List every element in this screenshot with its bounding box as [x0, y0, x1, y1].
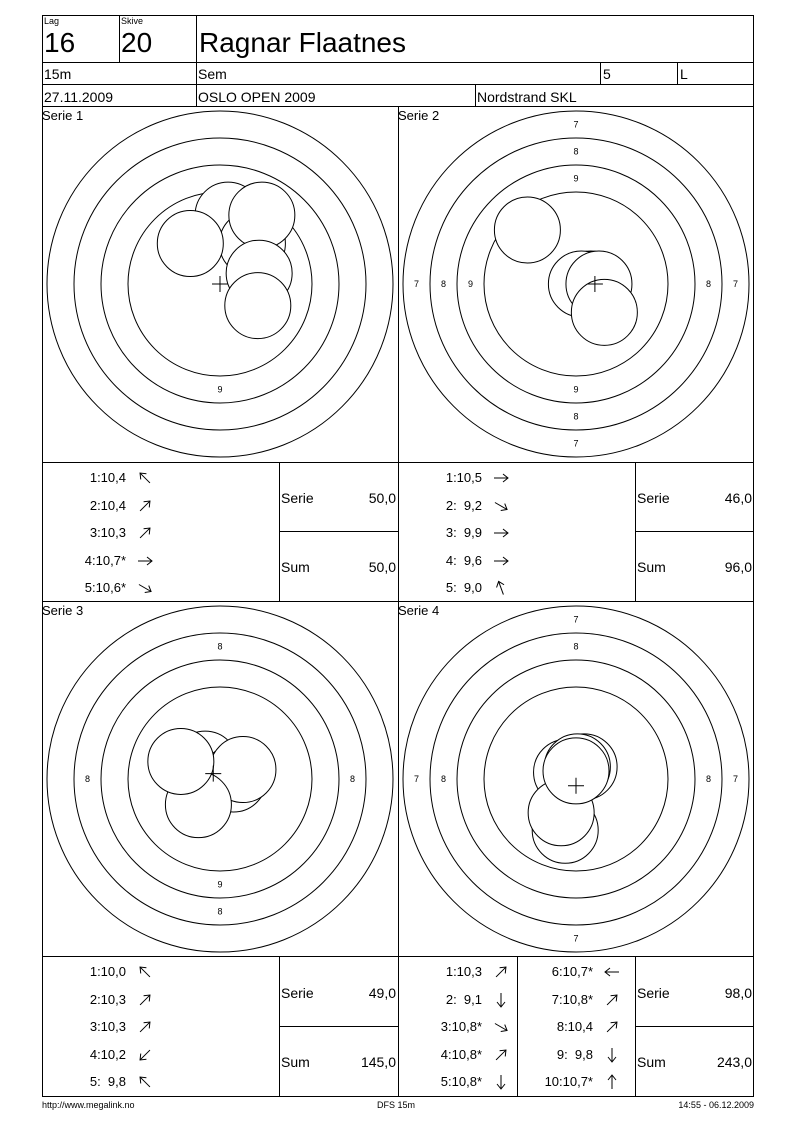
shot-score-row — [424, 552, 516, 570]
direction-arrow-icon — [136, 497, 154, 515]
shot-hole-1 — [494, 197, 560, 263]
ring-label: 8 — [573, 146, 579, 157]
side-value: L — [680, 66, 688, 82]
target-4-svg — [398, 601, 754, 956]
shot-score-row — [68, 552, 160, 570]
event-name: OSLO OPEN 2009 — [198, 89, 316, 105]
shot-score: 10:10,7* — [544, 1074, 593, 1089]
shot-hole-6 — [543, 738, 609, 804]
program-name: DFS 15m — [377, 1100, 416, 1110]
ring-label: 7 — [573, 614, 579, 625]
sum-label: Sum — [637, 1054, 666, 1070]
shot-score: 2:10,3 — [89, 991, 126, 1007]
target-title: Serie 2 — [398, 108, 440, 123]
shot-score: 5:10,6* — [84, 580, 126, 595]
shot-score-row — [535, 963, 627, 981]
shot-score-row — [68, 1073, 160, 1091]
print-timestamp: 14:55 - 06.12.2009 — [678, 1100, 754, 1110]
shot-score-row — [424, 1073, 516, 1091]
host-club: Nordstrand SKL — [477, 89, 577, 105]
serie-label: Serie — [281, 490, 314, 506]
shot-score-row — [424, 579, 516, 597]
ring-label: 7 — [573, 438, 579, 449]
shot-score-row — [535, 1046, 627, 1064]
target-1-svg — [42, 106, 398, 462]
shot-score-row — [68, 524, 160, 542]
shot-hole-5 — [571, 279, 637, 345]
shot-score: 3:10,3 — [89, 525, 126, 540]
shot-score: 6:10,7* — [551, 964, 593, 979]
ring-label: 7 — [573, 933, 579, 944]
shot-score: 5:10,8* — [440, 1074, 482, 1089]
club-short: Sem — [198, 66, 227, 82]
direction-arrow-icon — [603, 1046, 621, 1064]
shot-score-row — [424, 991, 516, 1009]
sum-label: Sum — [637, 559, 666, 575]
shot-hole-5 — [225, 273, 291, 339]
ring-label: 8 — [217, 906, 223, 917]
shot-score: 1:10,0 — [89, 964, 126, 979]
direction-arrow-icon — [492, 524, 510, 542]
serie-value: 98,0 — [724, 985, 752, 1001]
serie-label: Serie — [637, 985, 670, 1001]
sum-value: 243,0 — [716, 1054, 752, 1070]
ring-label: 9 — [217, 879, 223, 890]
direction-arrow-icon — [136, 469, 154, 487]
results-2 — [398, 462, 754, 601]
results-4 — [398, 956, 754, 1096]
ring-label: 9 — [467, 279, 474, 289]
shot-score-row — [424, 469, 516, 487]
shooter-name: Ragnar Flaatnes — [199, 27, 407, 58]
shot-score-row — [68, 579, 160, 597]
direction-arrow-icon — [492, 1046, 510, 1064]
ring-label: 9 — [573, 384, 579, 395]
direction-arrow-icon — [492, 1018, 510, 1036]
shot-score: 4:10,2 — [89, 1046, 126, 1062]
sum-label: Sum — [281, 1054, 310, 1070]
direction-arrow-icon — [136, 1046, 154, 1064]
shot-hole-3 — [229, 182, 295, 248]
shot-score-row — [535, 991, 627, 1009]
shot-score: 3:10,3 — [89, 1019, 126, 1034]
skive-value: 20 — [121, 27, 153, 58]
date: 27.11.2009 — [44, 89, 114, 105]
ring-label: 8 — [705, 774, 712, 784]
shot-score-row — [68, 497, 160, 515]
target-title: Serie 3 — [42, 603, 84, 618]
target-4 — [398, 601, 754, 956]
results-1 — [42, 462, 398, 601]
shot-score-row — [68, 963, 160, 981]
ring-label: 8 — [349, 774, 356, 784]
serie-value: 46,0 — [724, 490, 752, 506]
shot-score: 3: 9,9 — [445, 525, 482, 540]
target-2 — [398, 106, 754, 462]
direction-arrow-icon — [492, 497, 510, 515]
ring-label: 9 — [573, 173, 579, 184]
shot-score-row — [68, 469, 160, 487]
shot-score: 2: 9,1 — [445, 991, 482, 1007]
serie-value: 50,0 — [368, 490, 396, 506]
sum-label: Sum — [281, 559, 310, 575]
results-3 — [42, 956, 398, 1096]
ring-label: 8 — [573, 641, 579, 652]
ring-label: 7 — [573, 119, 579, 130]
center-marker — [212, 276, 228, 292]
shot-hole-5 — [148, 728, 214, 794]
shot-score: 8:10,4 — [556, 1019, 593, 1034]
ring-label: 8 — [440, 279, 447, 289]
direction-arrow-icon — [492, 552, 510, 570]
shot-score-row — [424, 963, 516, 981]
direction-arrow-icon — [136, 524, 154, 542]
shot-score: 1:10,4 — [89, 470, 126, 485]
ring-label: 8 — [217, 641, 223, 652]
distance: 15m — [44, 66, 72, 82]
shot-score-row — [424, 524, 516, 542]
sum-value: 96,0 — [724, 559, 752, 575]
class-value: 5 — [603, 66, 611, 82]
ring-label: 7 — [732, 279, 739, 289]
shot-score: 4:10,7* — [84, 552, 126, 568]
shot-score: 9: 9,8 — [556, 1046, 593, 1062]
shot-score-row — [68, 1018, 160, 1036]
direction-arrow-icon — [603, 963, 621, 981]
direction-arrow-icon — [136, 963, 154, 981]
direction-arrow-icon — [136, 1073, 154, 1091]
shot-hole-6 — [157, 211, 223, 277]
ring-label: 8 — [84, 774, 91, 784]
shot-score: 4: 9,6 — [445, 552, 482, 568]
ring-label: 7 — [732, 774, 739, 784]
skive-label: Skive — [121, 16, 144, 26]
shot-score: 7:10,8* — [551, 991, 593, 1007]
shot-score: 2: 9,2 — [445, 497, 482, 513]
direction-arrow-icon — [136, 552, 154, 570]
ring-label: 7 — [413, 279, 420, 289]
target-3 — [42, 601, 398, 956]
shot-score-row — [424, 1018, 516, 1036]
shot-score: 5: 9,0 — [445, 580, 482, 595]
shot-score: 1:10,3 — [445, 964, 482, 979]
ring-label: 8 — [573, 411, 579, 422]
target-1 — [42, 106, 398, 462]
direction-arrow-icon — [603, 991, 621, 1009]
ring-label: 7 — [413, 774, 420, 784]
shot-score: 1:10,5 — [445, 470, 482, 485]
lag-label: Lag — [44, 16, 60, 26]
direction-arrow-icon — [492, 963, 510, 981]
shot-score: 2:10,4 — [89, 497, 126, 513]
serie-value: 49,0 — [368, 985, 396, 1001]
ring-label: 8 — [705, 279, 712, 289]
target-title: Serie 4 — [398, 603, 440, 618]
target-title: Serie 1 — [42, 108, 84, 123]
target-3-svg — [42, 601, 398, 956]
shot-score: 4:10,8* — [440, 1046, 482, 1062]
ring-label: 8 — [440, 774, 447, 784]
direction-arrow-icon — [136, 579, 154, 597]
sum-value: 50,0 — [368, 559, 396, 575]
direction-arrow-icon — [603, 1018, 621, 1036]
target-2-svg — [398, 106, 754, 462]
sum-value: 145,0 — [360, 1054, 396, 1070]
direction-arrow-icon — [492, 469, 510, 487]
shot-score-row — [424, 1046, 516, 1064]
direction-arrow-icon — [603, 1073, 621, 1091]
direction-arrow-icon — [492, 1073, 510, 1091]
direction-arrow-icon — [136, 991, 154, 1009]
direction-arrow-icon — [492, 579, 510, 597]
shot-score-row — [535, 1073, 627, 1091]
shot-score-row — [535, 1018, 627, 1036]
shot-score-row — [68, 991, 160, 1009]
direction-arrow-icon — [492, 991, 510, 1009]
ring-label: 9 — [217, 384, 223, 395]
shot-score: 5: 9,8 — [89, 1074, 126, 1089]
direction-arrow-icon — [136, 1018, 154, 1036]
shot-score-row — [68, 1046, 160, 1064]
website-link[interactable]: http://www.megalink.no — [42, 1100, 135, 1110]
lag-value: 16 — [44, 27, 76, 58]
serie-label: Serie — [281, 985, 314, 1001]
shot-score-row — [424, 497, 516, 515]
shot-score: 3:10,8* — [440, 1019, 482, 1034]
serie-label: Serie — [637, 490, 670, 506]
